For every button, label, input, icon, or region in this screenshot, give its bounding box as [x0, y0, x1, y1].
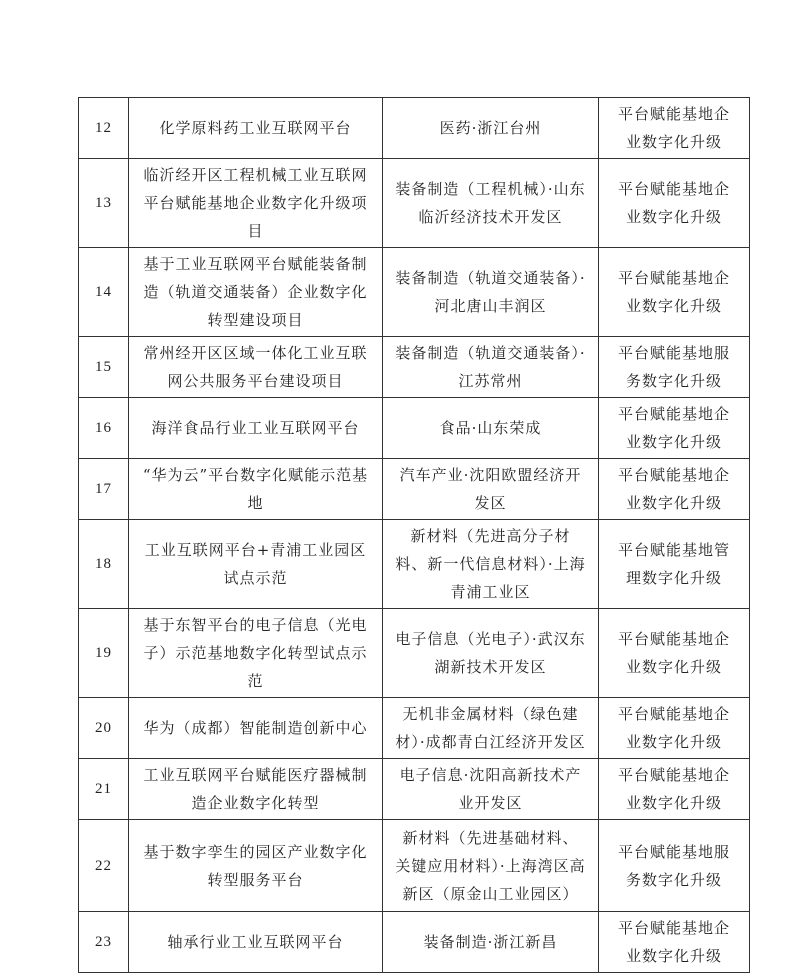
table-row	[79, 759, 750, 820]
project-name: 海洋食品行业工业互联网平台	[129, 398, 383, 459]
project-name: 化学原料药工业互联网平台	[129, 98, 383, 159]
row-number: 23	[79, 912, 129, 973]
direction: 平台赋能基地企业数字化升级	[599, 98, 750, 159]
direction: 平台赋能基地企业数字化升级	[599, 759, 750, 820]
project-name: 基于数字孪生的园区产业数字化转型服务平台	[129, 820, 383, 912]
row-number: 12	[79, 98, 129, 159]
table-row	[79, 820, 750, 912]
row-number: 18	[79, 520, 129, 609]
project-name: 基于东智平台的电子信息（光电子）示范基地数字化转型试点示范	[129, 609, 383, 698]
row-number: 16	[79, 398, 129, 459]
table-row	[79, 248, 750, 337]
row-number: 17	[79, 459, 129, 520]
table-row	[79, 159, 750, 248]
direction: 平台赋能基地企业数字化升级	[599, 248, 750, 337]
project-name: 工业互联网平台+青浦工业园区试点示范	[129, 520, 383, 609]
industry-location: 医药·浙江台州	[383, 98, 599, 159]
direction: 平台赋能基地管理数字化升级	[599, 520, 750, 609]
direction: 平台赋能基地企业数字化升级	[599, 398, 750, 459]
row-number: 15	[79, 337, 129, 398]
table-row	[79, 398, 750, 459]
direction: 平台赋能基地企业数字化升级	[599, 159, 750, 248]
project-table	[78, 97, 750, 973]
row-number: 13	[79, 159, 129, 248]
industry-location: 食品·山东荣成	[383, 398, 599, 459]
row-number: 14	[79, 248, 129, 337]
project-name: 工业互联网平台赋能医疗器械制造企业数字化转型	[129, 759, 383, 820]
industry-location: 装备制造（轨道交通装备）·河北唐山丰润区	[383, 248, 599, 337]
industry-location: 装备制造（轨道交通装备）·江苏常州	[383, 337, 599, 398]
row-number: 21	[79, 759, 129, 820]
industry-location: 装备制造（工程机械）·山东临沂经济技术开发区	[383, 159, 599, 248]
project-name: “华为云”平台数字化赋能示范基地	[129, 459, 383, 520]
table-row	[79, 609, 750, 698]
table-row	[79, 912, 750, 973]
project-name: 临沂经开区工程机械工业互联网平台赋能基地企业数字化升级项目	[129, 159, 383, 248]
table-body	[79, 98, 750, 973]
direction: 平台赋能基地企业数字化升级	[599, 609, 750, 698]
industry-location: 新材料（先进基础材料、关键应用材料）·上海湾区高新区（原金山工业园区）	[383, 820, 599, 912]
direction: 平台赋能基地企业数字化升级	[599, 698, 750, 759]
project-name: 常州经开区区域一体化工业互联网公共服务平台建设项目	[129, 337, 383, 398]
table-row	[79, 698, 750, 759]
row-number: 20	[79, 698, 129, 759]
direction: 平台赋能基地服务数字化升级	[599, 337, 750, 398]
industry-location: 装备制造·浙江新昌	[383, 912, 599, 973]
industry-location: 电子信息（光电子）·武汉东湖新技术开发区	[383, 609, 599, 698]
project-name: 华为（成都）智能制造创新中心	[129, 698, 383, 759]
industry-location: 汽车产业·沈阳欧盟经济开发区	[383, 459, 599, 520]
table-row	[79, 459, 750, 520]
project-name: 轴承行业工业互联网平台	[129, 912, 383, 973]
industry-location: 无机非金属材料（绿色建材）·成都青白江经济开发区	[383, 698, 599, 759]
direction: 平台赋能基地企业数字化升级	[599, 912, 750, 973]
table-row	[79, 337, 750, 398]
row-number: 22	[79, 820, 129, 912]
direction: 平台赋能基地服务数字化升级	[599, 820, 750, 912]
table-row	[79, 98, 750, 159]
table-row	[79, 520, 750, 609]
direction: 平台赋能基地企业数字化升级	[599, 459, 750, 520]
row-number: 19	[79, 609, 129, 698]
project-name: 基于工业互联网平台赋能装备制造（轨道交通装备）企业数字化转型建设项目	[129, 248, 383, 337]
industry-location: 新材料（先进高分子材料、新一代信息材料）·上海青浦工业区	[383, 520, 599, 609]
industry-location: 电子信息·沈阳高新技术产业开发区	[383, 759, 599, 820]
